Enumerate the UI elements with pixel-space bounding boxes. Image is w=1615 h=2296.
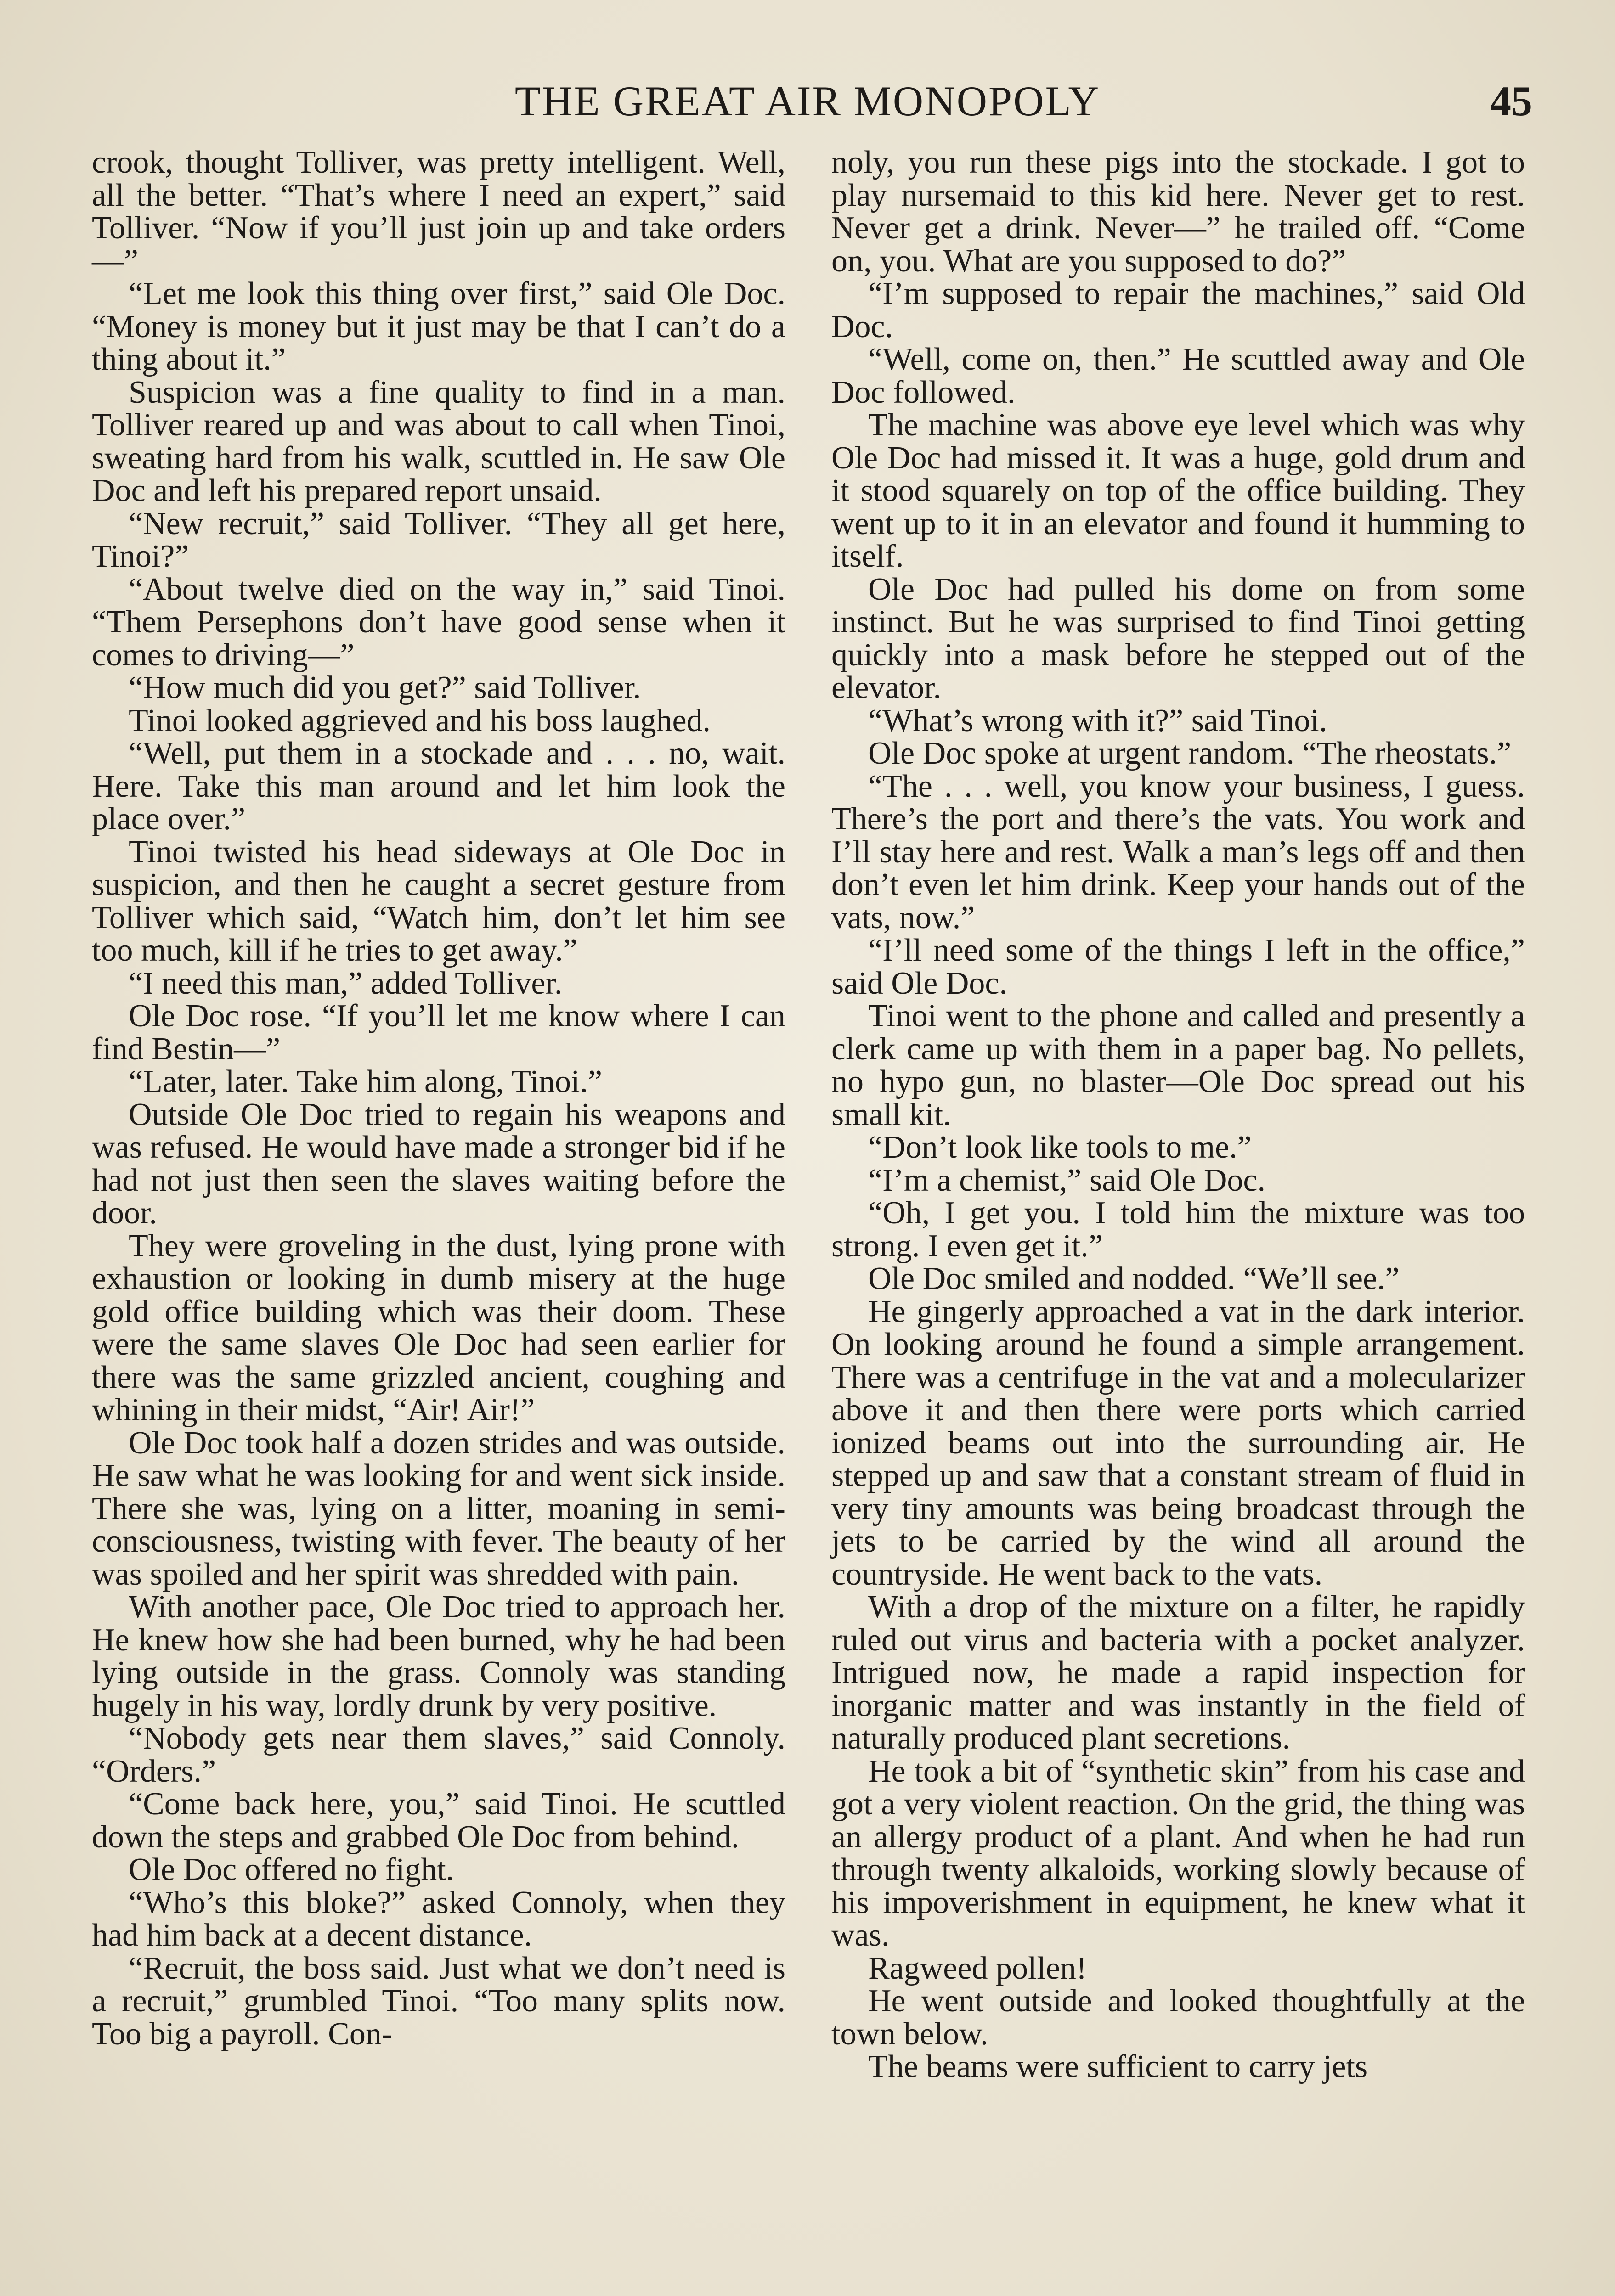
paragraph: Ole Doc spoke at urgent random. “The rheostats.” xyxy=(868,736,1512,771)
paragraph: Ole Doc rose. “If you’ll let me know where I can find Bestin—” xyxy=(92,998,785,1067)
paragraph: “I’ll need some of the things I left in the office,” said Ole Doc. xyxy=(831,933,1525,1001)
paragraph: Ole Doc took half a dozen strides and was outside. He saw what he was looking for and went sick inside. There she was, lying on a litter, moaning in semi-consciousness, twisting with fever. The beauty of her was spoiled and her spirit was shredded with pain. xyxy=(92,1425,785,1592)
paragraph: The machine was above eye level which was why Ole Doc had missed it. It was a huge, gold drum and it stood squarely on top of the office building. They went up to it in an elevator and found it humming to itself. xyxy=(831,407,1525,574)
paragraph: “I need this man,” added Tolliver. xyxy=(129,965,563,1001)
paragraph: “About twelve died on the way in,” said Tinoi. “Them Persephons don’t have good sense when it comes to driving—” xyxy=(92,571,785,673)
paragraph: With a drop of the mixture on a filter, he rapidly ruled out virus and bacteria with a pocket analyzer. Intrigued now, he made a rapid inspection for inorganic matter and was instantly in the field of naturally produced plant secretions. xyxy=(831,1589,1525,1756)
paragraph: “Come back here, you,” said Tinoi. He scuttled down the steps and grabbed Ole Doc from behind. xyxy=(92,1786,785,1855)
paragraph: Ole Doc smiled and nodded. “We’ll see.” xyxy=(868,1261,1400,1296)
paragraph: “Nobody gets near them slaves,” said Connoly. “Orders.” xyxy=(92,1721,785,1789)
paragraph: Tinoi looked aggrieved and his boss laughed. xyxy=(129,703,711,738)
left-column xyxy=(92,146,785,2050)
paragraph: The beams were sufficient to carry jets xyxy=(868,2049,1368,2084)
paragraph: noly, you run these pigs into the stockade. I got to play nursemaid to this kid here. Never get to rest. Never get a drink. Never—” he trailed off. “Come on, you. What are you supposed to do?” xyxy=(831,145,1525,279)
paragraph: Tinoi twisted his head sideways at Ole Doc in suspicion, and then he caught a secret gesture from Tolliver which said, “Watch him, don’t let him see too much, kill if he tries to get away.” xyxy=(92,834,785,968)
paragraph: “Don’t look like tools to me.” xyxy=(868,1130,1252,1165)
paragraph: crook, thought Tolliver, was pretty intelligent. Well, all the better. “That’s where I need an expert,” said Tolliver. “Now if you’ll just join up and take orders—” xyxy=(92,145,785,279)
paragraph: “I’m a chemist,” said Ole Doc. xyxy=(868,1162,1265,1198)
paragraph: Tinoi went to the phone and called and presently a clerk came up with them in a paper bag. No pellets, no hypo gun, no blaster—Ole Doc spread out his small kit. xyxy=(831,998,1525,1132)
paragraph: Ragweed pollen! xyxy=(868,1950,1087,1986)
paragraph: They were groveling in the dust, lying prone with exhaustion or looking in dumb misery at the huge gold office building which was their doom. These were the same slaves Ole Doc had seen earlier for there was the same grizzled ancient, coughing and whining in their midst, “Air! Air!” xyxy=(92,1228,785,1428)
paragraph: “Later, later. Take him along, Tinoi.” xyxy=(129,1064,603,1099)
paragraph: Ole Doc offered no fight. xyxy=(129,1852,454,1887)
running-header xyxy=(83,69,1532,133)
paragraph: “How much did you get?” said Tolliver. xyxy=(129,670,641,705)
paragraph: With another pace, Ole Doc tried to approach her. He knew how she had been burned, why he had been lying outside in the grass. Connoly was standing hugely in his way, lordly drunk by very positive. xyxy=(92,1589,785,1723)
paragraph: “Who’s this bloke?” asked Connoly, when they had him back at a decent distance. xyxy=(92,1885,785,1953)
paragraph: “Oh, I get you. I told him the mixture was too strong. I even get it.” xyxy=(831,1195,1525,1264)
paragraph: He went outside and looked thoughtfully at the town below. xyxy=(831,1983,1525,2052)
paragraph: “Well, come on, then.” He scuttled away and Ole Doc followed. xyxy=(831,342,1525,410)
paragraph: Suspicion was a fine quality to find in a man. Tolliver reared up and was about to call when Tinoi, sweating hard from his walk, scuttled in. He saw Ole Doc and left his prepared report unsaid. xyxy=(92,374,785,508)
right-column xyxy=(831,146,1525,2083)
paragraph: “New recruit,” said Tolliver. “They all get here, Tinoi?” xyxy=(92,506,785,574)
paragraph: “What’s wrong with it?” said Tinoi. xyxy=(868,703,1327,738)
paragraph: “The . . . well, you know your business, I guess. There’s the port and there’s the vats. You work and I’ll stay here and rest. Walk a man’s legs off and then don’t even let him drink. Keep your hands out of the vats, now.” xyxy=(831,768,1525,935)
paragraph: Outside Ole Doc tried to regain his weapons and was refused. He would have made a stronger bid if he had not just then seen the slaves waiting before the door. xyxy=(92,1097,785,1231)
paragraph: “I’m supposed to repair the machines,” said Old Doc. xyxy=(831,276,1525,344)
paragraph: He gingerly approached a vat in the dark interior. On looking around he found a simple arrangement. There was a centrifuge in the vat and a molecularizer above it and then there were ports which carried ionized beams out into the surrounding air. He stepped up and saw that a constant stream of fluid in very tiny amounts was being broadcast through the jets to be carried by the wind all around the countryside. He went back to the vats. xyxy=(831,1294,1525,1592)
paragraph: “Recruit, the boss said. Just what we don’t need is a recruit,” grumbled Tinoi. “Too many splits now. Too big a payroll. Con- xyxy=(92,1950,785,2052)
paragraph: Ole Doc had pulled his dome on from some instinct. But he was surprised to find Tinoi getting quickly into a mask before he stepped out of the elevator. xyxy=(831,571,1525,705)
paragraph: “Let me look this thing over first,” said Ole Doc. “Money is money but it just may be that I can’t do a thing about it.” xyxy=(92,276,785,377)
page-number: 45 xyxy=(1490,78,1532,124)
paragraph: “Well, put them in a stockade and . . . no, wait. Here. Take this man around and let him look the place over.” xyxy=(92,736,785,837)
running-title: THE GREAT AIR MONOPOLY xyxy=(514,78,1101,124)
paragraph: He took a bit of “synthetic skin” from his case and got a very violent reaction. On the grid, the thing was an allergy product of a plant. And when he had run through twenty alkaloids, working slowly because of his impoverishment in equipment, he knew what it was. xyxy=(831,1753,1525,1953)
